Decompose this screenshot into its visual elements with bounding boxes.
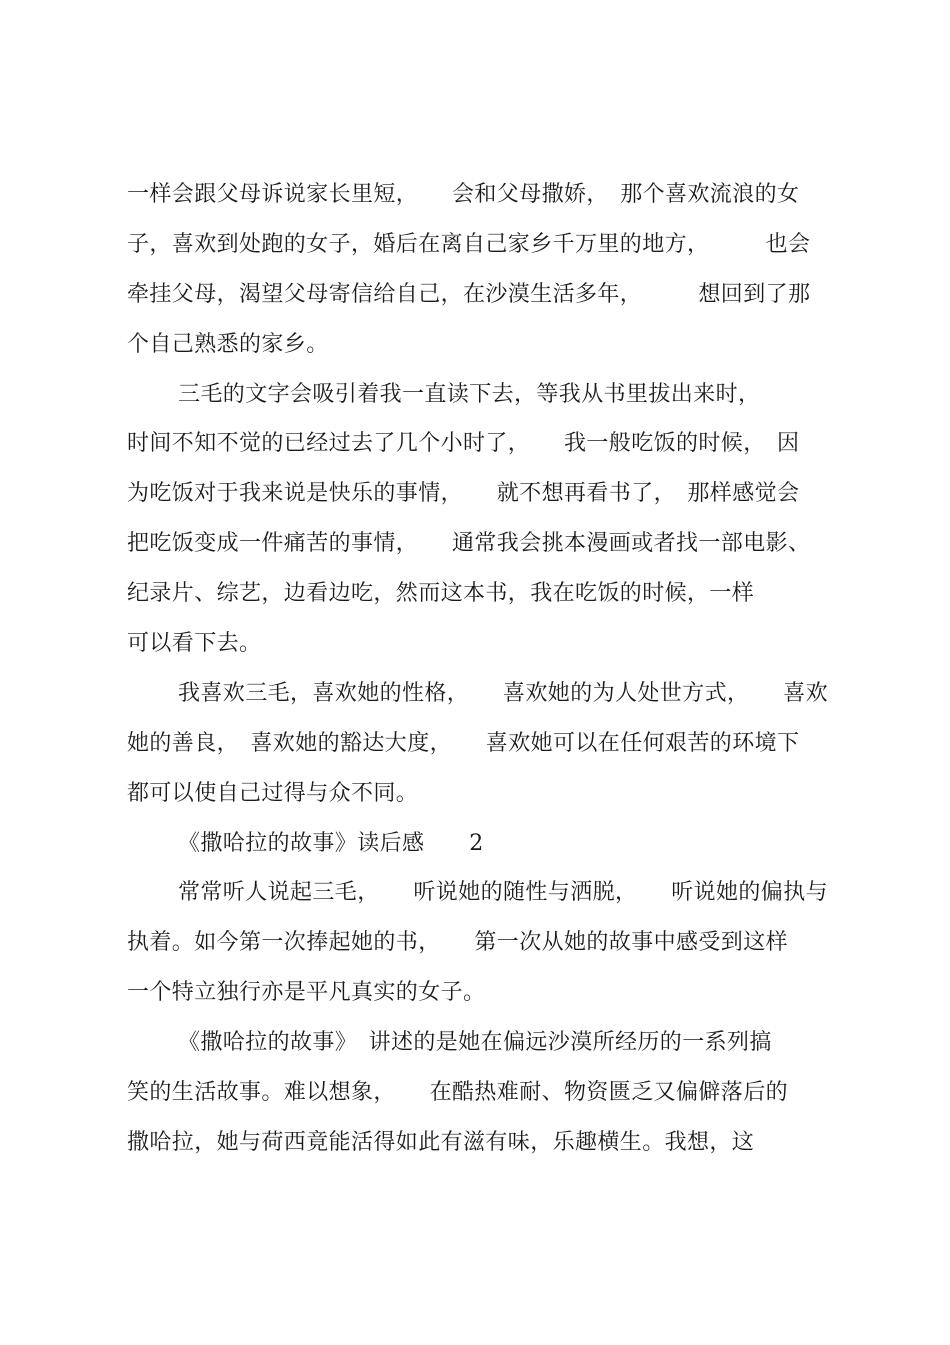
text-line: 笑的生活故事。难以想象， 在酷热难耐、物资匮乏又偏僻落后的: [127, 1080, 789, 1105]
paragraph-start-line: 我喜欢三毛，喜欢她的性格， 喜欢她的为人处世方式， 喜欢: [178, 681, 829, 706]
paragraph-start-line: 三毛的文字会吸引着我一直读下去，等我从书里拔出来时，: [178, 382, 761, 407]
text-line: 子，喜欢到处跑的女子，婚后在离自己家乡千万里的地方， 也会: [127, 232, 811, 257]
text-line: 执着。如今第一次捧起她的书， 第一次从她的故事中感受到这样: [127, 930, 789, 955]
paragraph-start-line: 常常听人说起三毛， 听说她的随性与洒脱， 听说她的偏执与: [178, 880, 829, 905]
text-line: 一个特立独行亦是平凡真实的女子。: [127, 980, 486, 1005]
text-line: 一样会跟父母诉说家长里短， 会和父母撒娇， 那个喜欢流浪的女: [127, 182, 800, 207]
paragraph-start-line: 《撒哈拉的故事》 讲述的是她在偏远沙漠所经历的一系列搞: [178, 1030, 772, 1055]
text-line: 牵挂父母，渴望父母寄信给自己，在沙漠生活多年， 想回到了那: [127, 282, 811, 307]
text-line: 她的善良， 喜欢她的豁达大度， 喜欢她可以在任何艰苦的环境下: [127, 731, 800, 756]
text-line: 时间不知不觉的已经过去了几个小时了， 我一般吃饭的时候， 因: [127, 431, 800, 456]
text-line: 为吃饭对于我来说是快乐的事情， 就不想再看书了， 那样感觉会: [127, 481, 800, 506]
text-line: 个自己熟悉的家乡。: [127, 332, 329, 357]
text-line: 把吃饭变成一件痛苦的事情， 通常我会挑本漫画或者找一部电影、: [127, 531, 811, 556]
text-line: 纪录片、综艺，边看边吃，然而这本书，我在吃饭的时候，一样: [127, 581, 755, 606]
text-line: 撒哈拉，她与荷西竟能活得如此有滋有味，乐趣横生。我想，这: [127, 1130, 755, 1155]
section-heading: 《撒哈拉的故事》读后感 2: [178, 831, 484, 856]
text-line: 可以看下去。: [127, 631, 262, 656]
text-line: 都可以使自己过得与众不同。: [127, 781, 419, 806]
